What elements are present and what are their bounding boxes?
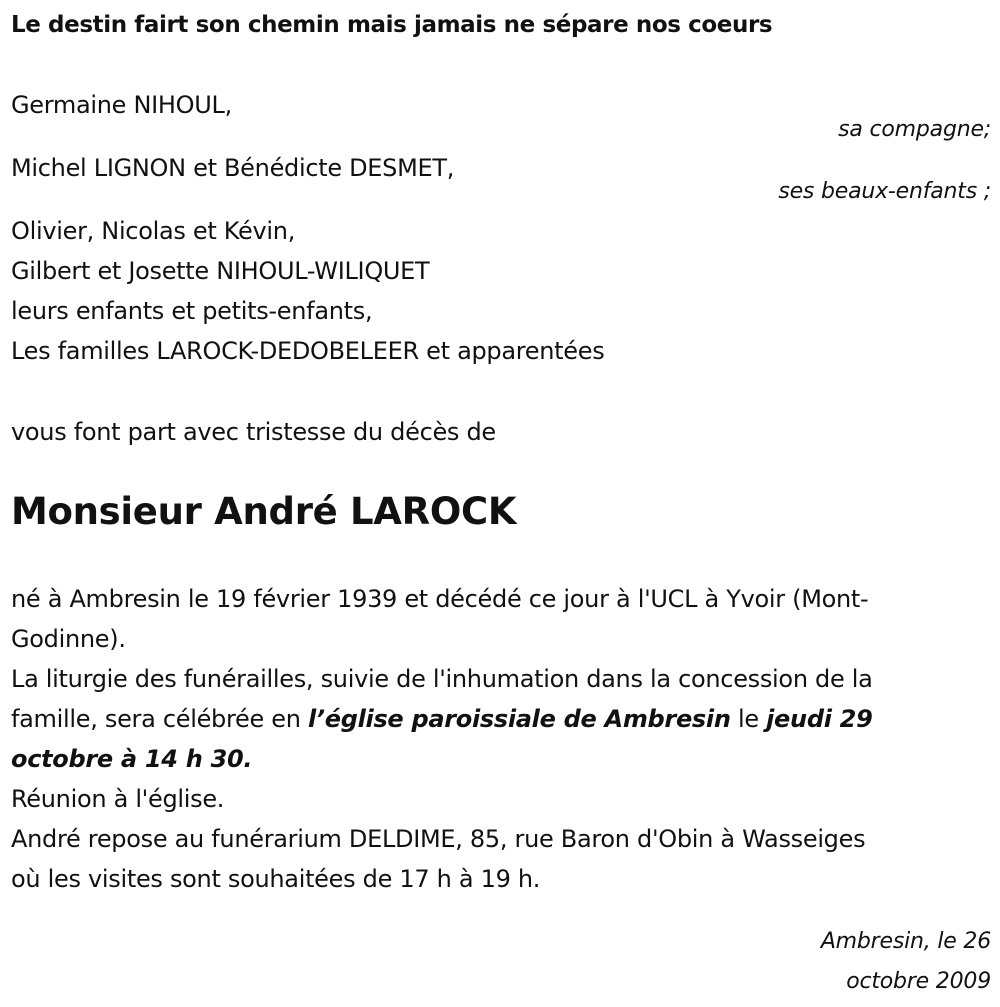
- mourner-relation-2: ses beaux-enfants ;: [778, 179, 991, 204]
- mourner-name-4: Gilbert et Josette NIHOUL-WILIQUET: [11, 257, 430, 285]
- mourner-name-6: Les familles LAROCK-DEDOBELEER et apparentées: [11, 337, 605, 365]
- birth-line-2: Godinne).: [11, 625, 126, 653]
- signature-line-1: Ambresin, le 26: [820, 929, 991, 954]
- deceased-name-heading: Monsieur André LAROCK: [11, 490, 517, 533]
- liturgy-place: l’église paroissiale de Ambresin: [307, 705, 731, 733]
- liturgy-line-2: [11, 704, 872, 734]
- headline: Le destin fairt son chemin mais jamais ne sépare nos coeurs: [11, 12, 773, 38]
- funerarium-line-1: André repose au funérarium DELDIME, 85, rue Baron d'Obin à Wasseiges: [11, 825, 866, 853]
- reunion-text: Réunion à l'église.: [11, 785, 225, 813]
- liturgy-line-1: La liturgie des funérailles, suivie de l'inhumation dans la concession de la: [11, 665, 873, 693]
- mourner-name-5: leurs enfants et petits-enfants,: [11, 297, 373, 325]
- mourner-relation-1: sa compagne;: [838, 117, 991, 142]
- signature-line-2: octobre 2009: [846, 969, 991, 994]
- liturgy-le: le: [730, 705, 767, 733]
- liturgy-date-part-2: octobre à 14 h 30.: [11, 745, 253, 773]
- mourner-name-2: Michel LIGNON et Bénédicte DESMET,: [11, 154, 455, 182]
- liturgy-prefix: famille, sera célébrée en: [11, 705, 308, 733]
- funerarium-line-2: où les visites sont souhaitées de 17 h à 19 h.: [11, 865, 541, 893]
- liturgy-date-part-1: jeudi 29: [766, 705, 873, 733]
- birth-line-1: né à Ambresin le 19 février 1939 et décédé ce jour à l'UCL à Yvoir (Mont-: [11, 585, 869, 613]
- mourner-name-3: Olivier, Nicolas et Kévin,: [11, 217, 296, 245]
- announcement-text: vous font part avec tristesse du décès de: [11, 418, 496, 446]
- mourner-name-1: Germaine NIHOUL,: [11, 91, 232, 119]
